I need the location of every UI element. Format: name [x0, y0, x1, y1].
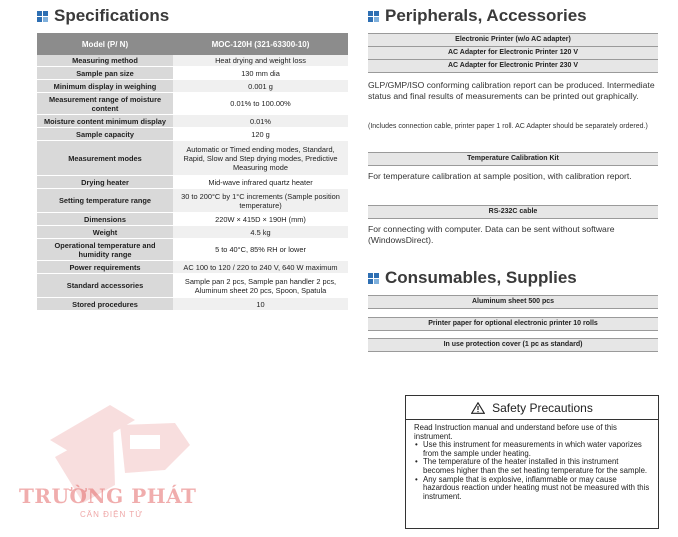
temperature-kit-item: Temperature Calibration Kit: [368, 152, 658, 166]
spec-value: Automatic or Timed ending modes, Standard, Rapid, Slow and Step drying modes, Predictive Measuring mode: [173, 141, 348, 176]
spec-label: Setting temperature range: [37, 189, 173, 213]
spec-label: Power requirements: [37, 261, 173, 274]
peripheral-item: AC Adapter for Electronic Printer 120 V: [368, 47, 658, 60]
spec-value: 0.001 g: [173, 80, 348, 93]
spec-label: Sample pan size: [37, 67, 173, 80]
consumable-item: In use protection cover (1 pc as standard): [368, 338, 658, 352]
table-row: [37, 189, 348, 213]
temperature-kit-description: For temperature calibration at sample position, with calibration report.: [368, 171, 632, 181]
table-row: [37, 67, 348, 80]
table-row: [37, 261, 348, 274]
spec-label: Sample capacity: [37, 128, 173, 141]
table-row: [37, 128, 348, 141]
spec-label: Measuring method: [37, 55, 173, 67]
table-row: [37, 176, 348, 189]
watermark-name: TRƯỜNG PHÁT: [19, 484, 197, 508]
spec-value: 5 to 40°C, 85% RH or lower: [173, 239, 348, 261]
consumables-title: Consumables, Supplies: [368, 268, 577, 288]
spec-label: Minimum display in weighing: [37, 80, 173, 93]
table-row: [37, 213, 348, 226]
rs232-item: RS-232C cable: [368, 205, 658, 219]
watermark-subtitle: CÂN ĐIỆN TỬ: [80, 510, 144, 519]
spec-value: Sample pan 2 pcs, Sample pan handler 2 pcs, Aluminum sheet 20 pcs, Spoon, Spatula: [173, 274, 348, 298]
table-row: [37, 141, 348, 176]
section-square-icon: [368, 11, 379, 22]
spec-value: 120 g: [173, 128, 348, 141]
spec-label: Moisture content minimum display: [37, 115, 173, 128]
spec-label: Measurement range of moisture content: [37, 93, 173, 115]
peripherals-title: Peripherals, Accessories: [368, 6, 587, 26]
spec-value: 30 to 200°C by 1°C increments (Sample position temperature): [173, 189, 348, 213]
header-model-label: Model (P/ N): [37, 33, 173, 55]
table-row: [37, 115, 348, 128]
spec-label: Weight: [37, 226, 173, 239]
peripheral-item: Electronic Printer (w/o AC adapter): [368, 33, 658, 47]
spec-value: Heat drying and weight loss: [173, 55, 348, 67]
safety-list: [414, 441, 650, 501]
spec-value: 0.01%: [173, 115, 348, 128]
spec-label: Measurement modes: [37, 141, 173, 176]
warning-icon: [471, 402, 485, 414]
spec-label: Dimensions: [37, 213, 173, 226]
spec-value: 130 mm dia: [173, 67, 348, 80]
spec-value: 4.5 kg: [173, 226, 348, 239]
consumable-item: Aluminum sheet 500 pcs: [368, 295, 658, 309]
specifications-title: Specifications: [37, 6, 169, 26]
safety-precautions-box: [405, 395, 659, 529]
table-row: [37, 274, 348, 298]
spec-label: Stored procedures: [37, 298, 173, 311]
spec-value: 0.01% to 100.00%: [173, 93, 348, 115]
specifications-body: [37, 55, 348, 311]
spec-value: 10: [173, 298, 348, 311]
consumable-item: Printer paper for optional electronic printer 10 rolls: [368, 317, 658, 331]
safety-bullet: • Any sample that is explosive, inflammable or may cause hazardous reaction under heating must not be measured with this instrument.: [422, 476, 650, 502]
spec-label: Operational temperature and humidity range: [37, 239, 173, 261]
spec-label: Drying heater: [37, 176, 173, 189]
table-row: [37, 239, 348, 261]
printer-note: (Includes connection cable, printer paper 1 roll. AC Adapter should be separately ordered.): [368, 123, 648, 130]
spec-value: Mid-wave infrared quartz heater: [173, 176, 348, 189]
safety-title: Safety Precautions: [492, 400, 593, 415]
table-row: [37, 298, 348, 311]
safety-header: [406, 396, 658, 420]
printer-description: GLP/GMP/ISO conforming calibration report can be produced. Intermediate status and final results of measurements can be printed out graphically.: [368, 80, 655, 101]
spec-value: AC 100 to 120 / 220 to 240 V, 640 W maximum: [173, 261, 348, 274]
spec-label: Standard accessories: [37, 274, 173, 298]
safety-bullet: • Use this instrument for measurements in which water vaporizes from the sample under heating.: [422, 441, 650, 458]
safety-intro: Read Instruction manual and understand before use of this instrument.: [414, 423, 617, 441]
header-model-value: MOC-120H (321-63300-10): [173, 33, 348, 55]
table-row: [37, 80, 348, 93]
spec-value: 220W × 415D × 190H (mm): [173, 213, 348, 226]
section-square-icon: [37, 11, 48, 22]
section-square-icon: [368, 273, 379, 284]
specifications-table: [37, 33, 348, 311]
peripheral-item: AC Adapter for Electronic Printer 230 V: [368, 60, 658, 73]
safety-bullet: • The temperature of the heater installed in this instrument becomes higher than the set heating temperature for the sample.: [422, 458, 650, 475]
table-row: [37, 226, 348, 239]
table-row: [37, 55, 348, 67]
rs232-description: For connecting with computer. Data can be sent without software (WindowsDirect).: [368, 224, 615, 245]
table-row: [37, 93, 348, 115]
table-header-row: [37, 33, 348, 55]
